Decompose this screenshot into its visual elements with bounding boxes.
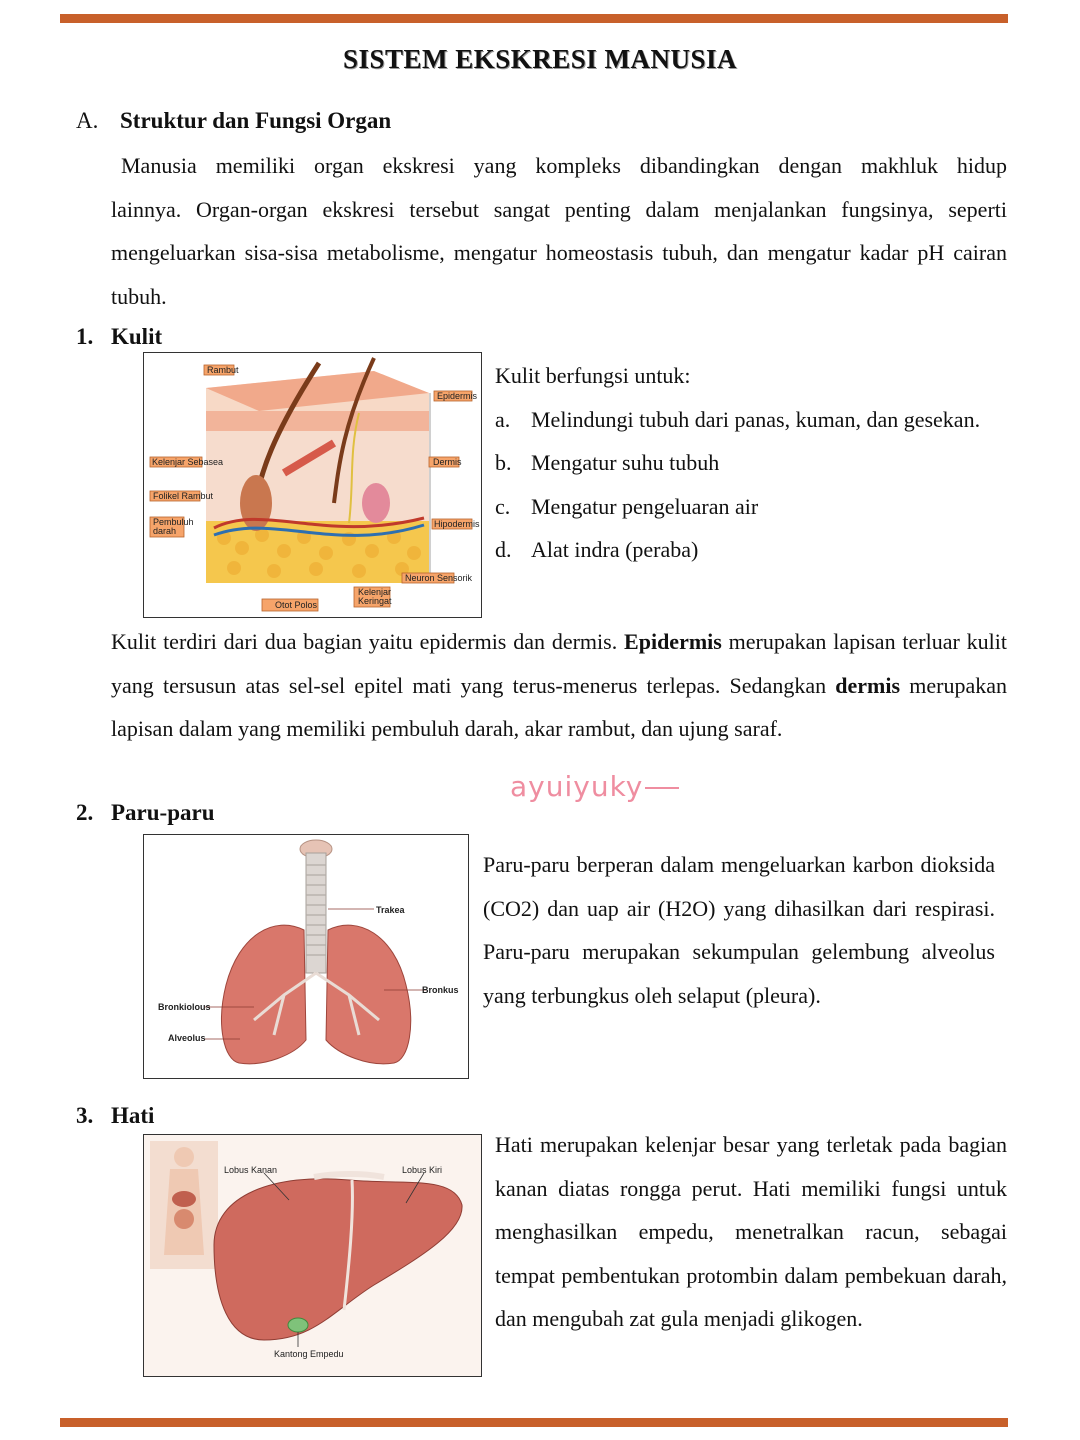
label-lobus-kanan: Lobus Kanan — [224, 1165, 278, 1175]
lungs-figure — [143, 834, 469, 1079]
kulit-item-d-text: Alat indra (peraba) — [531, 537, 699, 562]
section-a-marker: A. — [76, 108, 99, 133]
kulit-item-b — [495, 441, 1007, 485]
label-bronkiolus: Bronkiolous — [158, 1002, 211, 1012]
page-title: SISTEM EKSKRESI MANUSIA — [342, 44, 738, 74]
label-bronkus: Bronkus — [422, 985, 459, 995]
label-folikel: Folikel Rambut — [153, 491, 214, 501]
kulit-title: Kulit — [111, 324, 163, 349]
kulit-item-b-marker: b. — [495, 450, 512, 475]
skin-figure — [143, 352, 482, 618]
label-keringat: Keringat — [358, 596, 392, 606]
kulit-item-d-marker: d. — [495, 537, 512, 562]
label-kelenjar-sebasea: Kelenjar Sebasea — [152, 457, 224, 467]
kulit-intro: Kulit berfungsi untuk: — [495, 363, 691, 388]
intro-paragraph — [111, 144, 1007, 318]
paru-heading — [76, 800, 215, 826]
kulit-number: 1. — [76, 324, 94, 349]
watermark-text: ayuiyuky — [510, 770, 644, 803]
kulit-desc-pre: Kulit terdiri dari dua bagian yaitu epidermis dan dermis. — [111, 629, 625, 654]
label-pembuluh: Pembuluh — [153, 517, 194, 527]
label-epidermis: Epidermis — [437, 391, 478, 401]
top-rule — [60, 14, 1008, 23]
watermark-underline — [645, 787, 679, 789]
label-alveolus: Alveolus — [168, 1033, 206, 1043]
lungs-diagram — [144, 835, 468, 1078]
label-darah: darah — [153, 526, 177, 536]
label-trakea: Trakea — [376, 905, 405, 915]
label-dermis: Dermis — [433, 457, 462, 467]
label-lobus-kiri: Lobus Kiri — [402, 1165, 443, 1175]
intro-rest: lainnya. Organ-organ ekskresi tersebut sangat penting dalam menjalankan fungsinya, seperti mengeluarkan sisa-sisa metabolisme, mengatur homeostasis tubuh, dan mengatur kadar pH cairan tubuh. — [111, 196, 1007, 309]
kulit-desc-mid: merupakan lapisan terluar kulit yang tersusun atas sel-sel epitel mati yang terus-menerus terlepas. Sedangkan — [111, 629, 1007, 698]
kulit-desc-post: merupakan lapisan dalam yang memiliki pembuluh darah, akar rambut, dan ujung saraf. — [111, 672, 1007, 741]
label-neuron: Neuron Sensorik — [405, 573, 473, 583]
kulit-item-d — [495, 528, 1007, 572]
kulit-desc-dermis: dermis — [835, 672, 901, 698]
watermark — [510, 770, 679, 803]
paru-number: 2. — [76, 800, 94, 825]
section-a-heading — [76, 108, 391, 134]
label-kantong-empedu: Kantong Empedu — [274, 1349, 344, 1359]
hati-heading — [76, 1103, 154, 1129]
bottom-rule — [60, 1418, 1008, 1427]
hati-number: 3. — [76, 1103, 94, 1128]
kulit-functions — [495, 354, 1007, 572]
kulit-item-c-marker: c. — [495, 493, 511, 519]
kulit-desc-epidermis: Epidermis — [624, 629, 722, 654]
kulit-heading — [76, 324, 162, 350]
hati-text: Hati merupakan kelenjar besar yang terletak pada bagian kanan diatas rongga perut. Hati memiliki fungsi untuk menghasilkan empedu, menetralkan racun, sebagai tempat pembentukan protombin dalam pembekuan darah, dan mengubah zat gula menjadi glikogen. — [495, 1132, 1007, 1331]
label-otot: Otot Polos — [275, 600, 318, 610]
kulit-item-c — [495, 485, 1007, 529]
liver-figure — [143, 1134, 482, 1377]
paru-title: Paru-paru — [111, 800, 215, 825]
kulit-item-c-text: Mengatur pengeluaran air — [531, 493, 759, 519]
section-a-title: Struktur dan Fungsi Organ — [120, 108, 392, 133]
kulit-item-b-text: Mengatur suhu tubuh — [531, 450, 720, 475]
skin-diagram — [144, 353, 481, 617]
kulit-item-a-text: Melindungi tubuh dari panas, kuman, dan gesekan. — [531, 406, 981, 432]
intro-first-line: Manusia memiliki organ ekskresi yang kompleks dibandingkan dengan makhluk hidup — [121, 153, 1007, 178]
label-hipodermis: Hipodermis — [434, 519, 480, 529]
kulit-item-a-marker: a. — [495, 406, 511, 432]
kulit-description — [111, 620, 1007, 751]
kulit-item-a — [495, 398, 1007, 442]
paru-text: Paru-paru berperan dalam mengeluarkan karbon dioksida (CO2) dan uap air (H2O) yang dihasilkan dari respirasi. Paru-paru merupakan sekumpulan gelembung alveolus yang terbungkus oleh selaput (pleura). — [483, 852, 995, 1008]
hati-title: Hati — [111, 1103, 155, 1128]
label-rambut: Rambut — [207, 365, 239, 375]
liver-diagram — [144, 1135, 481, 1376]
label-kelenjar: Kelenjar — [358, 587, 392, 597]
